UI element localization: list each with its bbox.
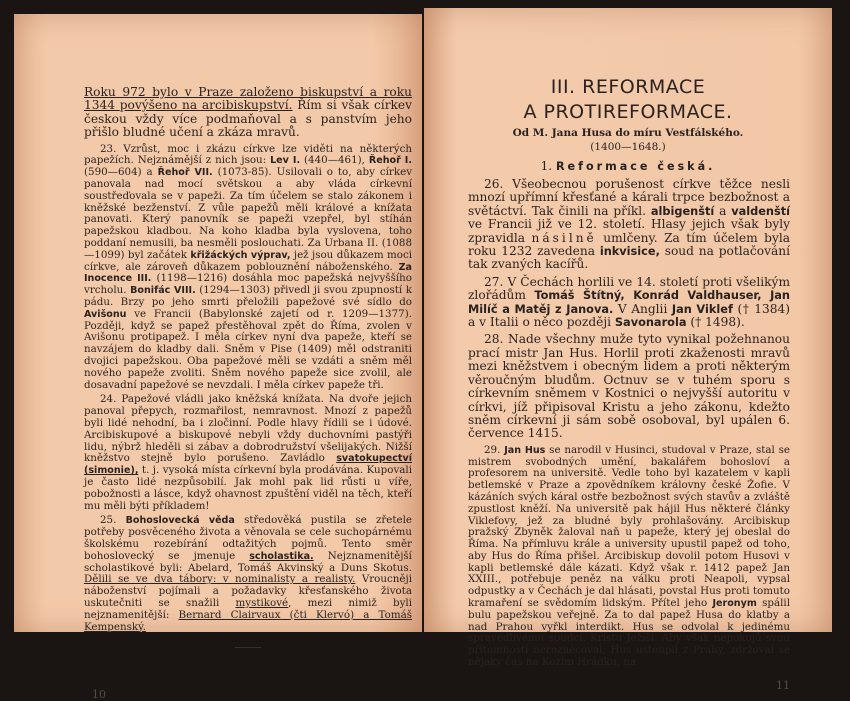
paragraph (468, 178, 790, 272)
text-run: 28. Nade všechny muže tyto vynikal požehnanou prací mistr Jan Hus. Horlil proti zkaženosti mravů mezi kněžstvem i obecným lidem a proti některým věroučným bludům. Octnuv se v tuhém sporu s církevním sněmem v Kostnici o nejvyšší autoritu v církvi, jíž připisoval Kristu a jeho zákonu, kdežto sněm církevní ji sám sobě osoboval, byl upálen 6. července 1415. (468, 332, 790, 441)
right-paragraphs (468, 178, 790, 669)
text-run: se narodil v Husinci, studoval v Praze, stal se mistrem svobodných umění, bakalářem bohosloví a profesorem na universitě. Vedle toho byl kazatelem v kapli betlemské v Praze a zpovědníkem královny české Žofie. V kázáních svých káral ostře bezbožnost svých stavův a zvláště zpustlost kněží. Na universitě pak hájil Hus některé články Viklefovy, jež za bludné byly prohlašovány. Arcibiskup pražský Zbyněk žaloval naň u papeže, který jej obeslal do Říma. Na přímluvu krále a university upustil papež od toho, aby Hus do Říma přišel. Arcibiskup dovolil potom Husovi v kapli betlemské dále kázati. Když však r. 1412 papež Jan XXIII., potřebuje peněz na válku proti Neapoli, vypsal odpustky a v Čechách je dal hlásati, povstal Hus proti tomuto kramaření se svědomím lidským. Přítel jeho (468, 443, 790, 610)
page-number-right: 11 (776, 678, 790, 692)
chapter-subtitle: Od M. Jana Husa do míru Vestfálského. (512, 127, 744, 139)
text-run: středověká pustila se zřetele potřeby posvěceného života a věnovala se cele suchopárnému školskému rozebírání odtažitých pojmů. Tento směr bohoslovecký se jmenuje (84, 514, 413, 562)
text-run: soud na potlačování tak zvaných kacířů. (468, 244, 790, 272)
right-page-body (468, 178, 790, 692)
section-title: Reformace česká. (555, 160, 716, 173)
text-run: (1198—1216) dosáhla moc papežská nejvyššího vrcholu. (84, 272, 412, 297)
bold-term: Jan Hus (504, 444, 546, 456)
paragraph (468, 276, 790, 330)
bold-term: křižáckých výprav, (190, 249, 291, 261)
chapter-title-line2: A PROTIREFORMACE. (523, 101, 733, 123)
text-run: násilně (531, 230, 597, 245)
text-run: V Anglii (613, 301, 672, 316)
text-run: (590—604) a (84, 166, 158, 179)
page-number-left: 10 (92, 688, 106, 701)
text-run: 23. Vzrůst, moc i zkázu církve lze viděti na některých papežích. Nejznámější z nich jsou: (84, 142, 412, 167)
right-page (424, 8, 832, 692)
text-run: a (714, 203, 732, 218)
bold-term: Za Inocence III. (84, 261, 412, 285)
bold-term: Lev I. (270, 155, 301, 167)
paragraph (84, 144, 412, 392)
text-run: ve Francii (Babylonské zajetí od r. 1209—1377). Později, když se papež přestěhoval zpět do Říma, zvolen v Avišonu protipapež. I měla církev nyní dva papeže, kteří se navzájem do kladby dali. Sněm v Pise (1409) měl odstraniti dvojici papežskou. Oba papežové měli se vzdáti a sněm měl nového papeže zvoliti. Sněm nového papeže sice zvolil, ale dosavadní papežové se nevzdali. I měla církev papeže tři. (84, 307, 412, 391)
left-page (14, 14, 422, 701)
text-run: 25. (100, 514, 126, 527)
text-run: 26. Všeobecnou porušenost církve těžce nesli mnozí upřímní křesťané a kárali trpce bezbožnost a světáctví. Tak činili na příkl. (468, 177, 790, 218)
bold-term: Bohoslovecká věda (125, 515, 235, 527)
text-run: povýšeno na arcibiskupství. (119, 98, 293, 113)
text-run: (1294—1303) přivedl ji svou zpupností k pádu. Brzy po jeho smrti přeložili papežové své sídlo do (84, 284, 412, 308)
text-run: († 1384) a v Italii o něco později (468, 301, 790, 330)
bold-term: Bonifác VIII. (130, 285, 196, 297)
text-run: mystikové (235, 596, 289, 609)
text-run: t. j. vysoká místa církevní byla prodávána. Kupovali je často lidé nezpůsobilí. Jak mohl pak lid růsti u víře, pobožnosti a lásce, když ohavnost zpuštění viděl na těch, kteří mu měli býti příkladem! (84, 464, 412, 512)
text-run: (440—461), (300, 154, 369, 167)
bold-term: Tomáš Štítný, Konrád Valdhauser, Jan Milíč a Matěj z Janova. (468, 288, 790, 316)
text-run: 27. V Čechách horlili ve 14. století proti všelikým zlořádům (468, 274, 790, 303)
text-run: Bernard Clairvaux (čti Klervó) a Tomáš Kempenský. (84, 608, 413, 633)
text-run: 29. (484, 443, 505, 456)
left-paragraphs (84, 86, 412, 633)
text-run: (1073-85). Usilovali o to, aby církev panovala nad mocí světskou a aby vláda církevní soustřeďovala se v papeži. Za tím účelem se stalo zákonem i kněžské bezženství. Z vůle papežů měli králové a knížata panovati. Který panovník se papeži vzepřel, byl stíhán papežskou kladbou. Na koho kladba byla vyslovena, toho poddaní nemusili, ba nesměli poslouchati. Za Urbana II. (1088—1099) byl začátek (84, 166, 413, 261)
bold-term: Savonarola (614, 315, 687, 330)
section-heading (424, 159, 832, 174)
text-run: ve Francii již ve 12. století. Hlasy jejich však byly zpravidla (468, 217, 790, 245)
bold-term: Jan Viklef (671, 301, 733, 316)
paragraph (468, 333, 790, 440)
bold-term: albigenští (650, 203, 715, 218)
text-run: Roku 972 bylo v Praze založeno biskupství a roku 1344 (84, 85, 412, 113)
text-run: Nejznamenitější scholastikové byli: Abelard, Tomáš Akvinský a Duns Skotus. (84, 549, 412, 574)
chapter-date-range: (1400—1648.) (590, 141, 666, 153)
text-run: , mezi nimiž byli nejznamenitější: (84, 596, 412, 621)
text-run: 24. Papežové vládli jako kněžská knížata. Na dvoře jejich panoval přepych, rozmařilost, nemravnost. Mnozí z papežů byli lidé nehodní, ba i zločinní. Podle hlavy řídili se i údové. Arcibiskupové a biskupové nebyli vždy duchovními pastýři lidu, nýbrž hleděli si zábav a dobrodružství všelijakých. Nižší kněžstvo stejně bylo porušeno. Zavládlo (84, 393, 412, 465)
paragraph (468, 445, 790, 669)
text-run: Dělili se ve dva tábory: v nominalisty a realisty. (84, 573, 356, 586)
section-number: 1. (540, 159, 553, 173)
text-run: umlčeny. Za tím účelem byla roku 1232 zavedena (468, 230, 790, 259)
bold-term: Řehoř I. (368, 155, 412, 167)
paragraph (84, 394, 412, 512)
bold-term: valdenští (731, 203, 791, 218)
paragraph (84, 86, 412, 140)
text-run: († 1498). (686, 315, 745, 330)
paragraph (84, 515, 412, 633)
bold-term: Jeronym (712, 598, 757, 610)
text-run: Řím si však církev českou vždy více podmaňoval a s panstvím jeho přišlo bludné učení a zkáza mravů. (84, 98, 413, 140)
bold-term: Řehoř VII. (157, 167, 213, 179)
text-run: Vroucněji náboženství pojímali a požadavky křesťanského života uskutečniti se snažili (84, 573, 412, 609)
chapter-title-line1: III. REFORMACE (550, 76, 706, 98)
bold-term: svatokupectví (simonie), (84, 453, 412, 477)
text-run: spálil bulu papežskou veřejně. Za to dal papež Husa do klatby a nad Prahou vyřkl interdikt. Hus se odvolal k jedinému spravedlivému soudci, Kristu Ježíši. Aby však nepokojů svou přítomností nerozněcoval, Hus ustoupil z Prahy, zdržoval se nějaký čas na Kozím Hrádku, na (468, 597, 791, 669)
text-run: jež jsou důkazem moci církve, ale zároveň důkazem poblouznění náboženského. (84, 248, 413, 273)
left-page-body (84, 86, 412, 701)
bold-term: scholastika. (249, 550, 314, 562)
bold-term: inkvisice, (599, 244, 660, 259)
bold-term: Avišonu (84, 308, 127, 320)
section-divider (235, 647, 261, 648)
